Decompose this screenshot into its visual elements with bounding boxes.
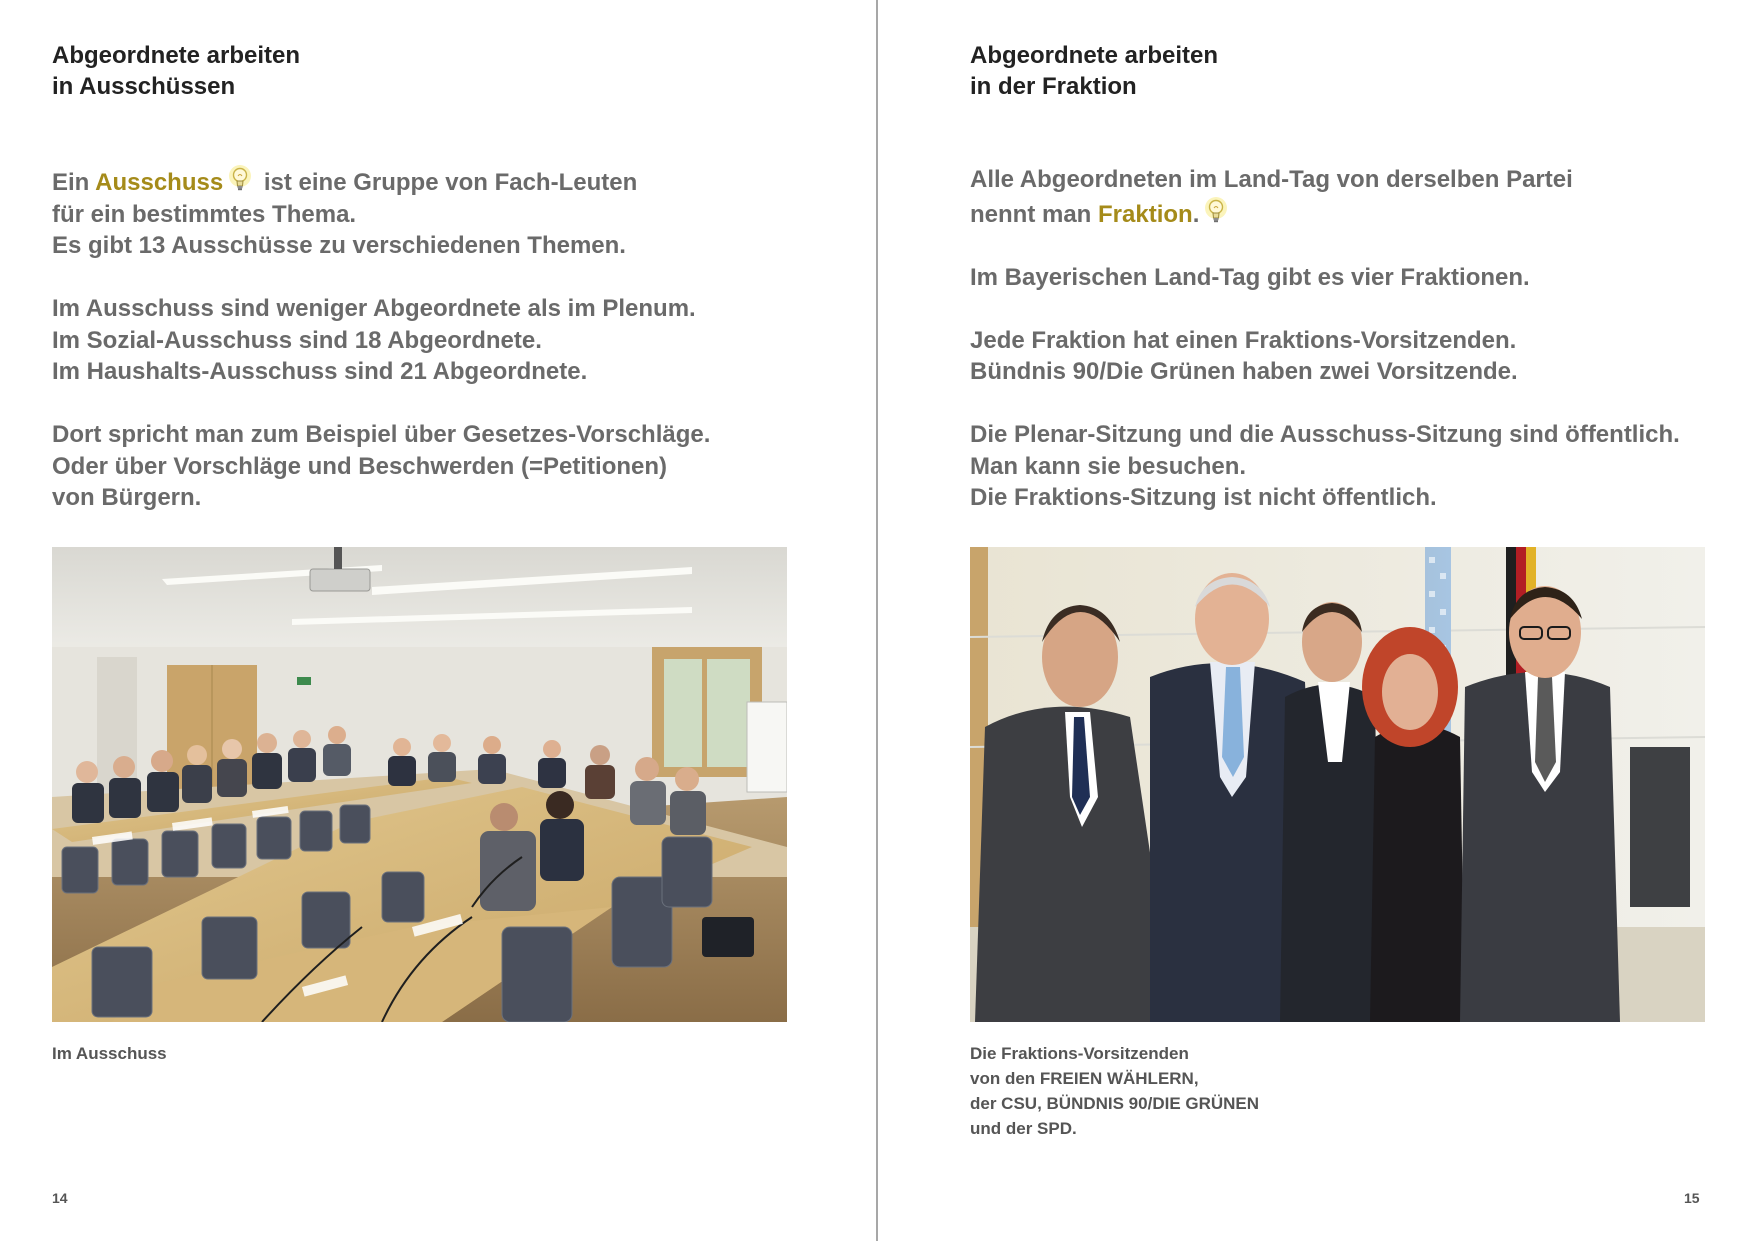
heading-line: in Ausschüssen (52, 73, 236, 100)
left-page-body (52, 164, 710, 545)
right-page-heading (970, 40, 1218, 102)
left-page (0, 0, 876, 1241)
text-line: von Bürgern. (52, 484, 202, 511)
right-page (878, 0, 1755, 1241)
text-fragment: . (1192, 200, 1200, 228)
text-line: Die Plenar-Sitzung und die Ausschuss-Sitzung sind öffentlich. (970, 421, 1680, 448)
text-line: Bündnis 90/Die Grünen haben zwei Vorsitzende. (970, 358, 1518, 385)
paragraph-topics (52, 419, 710, 514)
text-line: Im Sozial-Ausschuss sind 18 Abgeordnete. (52, 326, 542, 354)
caption-line: der CSU, BÜNDNIS 90/DIE GRÜNEN (970, 1094, 1260, 1113)
fraktion-leaders-photo (970, 547, 1705, 1022)
paragraph-vorsitzende (970, 325, 1680, 388)
caption-line: Im Ausschuss (52, 1044, 167, 1063)
committee-meeting-photo (52, 547, 787, 1022)
text-fragment: nennt man (970, 200, 1099, 228)
text-line: Man kann sie besuchen. (970, 452, 1247, 480)
paragraph-ausschuss-definition (52, 164, 710, 262)
text-line: Jede Fraktion hat einen Fraktions-Vorsitzenden. (970, 326, 1517, 354)
right-photo-caption (970, 1041, 1259, 1141)
text-line (52, 164, 710, 199)
text-fragment: Ein (52, 169, 96, 196)
text-line: Im Haushalts-Ausschuss sind 21 Abgeordnete. (52, 358, 588, 385)
text-line: Die Fraktions-Sitzung ist nicht öffentlich. (970, 484, 1437, 511)
text-line: Im Bayerischen Land-Tag gibt es vier Fraktionen. (970, 263, 1530, 291)
heading-line: in der Fraktion (970, 73, 1137, 100)
left-page-heading (52, 40, 300, 102)
right-page-body (970, 164, 1680, 545)
lightbulb-icon (227, 164, 253, 196)
text-line: Alle Abgeordneten im Land-Tag von derselben Partei (970, 166, 1573, 193)
text-line: Im Ausschuss sind weniger Abgeordnete als im Plenum. (52, 295, 696, 322)
caption-line: Die Fraktions-Vorsitzenden (970, 1044, 1189, 1063)
heading-line: Abgeordnete arbeiten (52, 42, 301, 69)
caption-line: und der SPD. (970, 1119, 1077, 1138)
text-fragment: ist eine Gruppe von Fach-Leuten (257, 169, 638, 196)
paragraph-fraktion-definition (970, 164, 1680, 230)
page-number-right: 15 (1684, 1190, 1700, 1206)
text-line: für ein bestimmtes Thema. (52, 200, 357, 228)
page-number-left: 14 (52, 1190, 68, 1206)
term-ausschuss: Ausschuss (95, 169, 224, 196)
caption-line: von den FREIEN WÄHLERN, (970, 1069, 1199, 1088)
lightbulb-icon (1203, 196, 1229, 228)
heading-line: Abgeordnete arbeiten (970, 42, 1219, 69)
paragraph-four-fraktionen (970, 262, 1680, 294)
text-line (970, 196, 1680, 231)
text-line: Es gibt 13 Ausschüsse zu verschiedenen Themen. (52, 232, 626, 259)
paragraph-public-sessions (970, 419, 1680, 514)
text-line: Oder über Vorschläge und Beschwerden (=Petitionen) (52, 452, 668, 480)
paragraph-members (52, 293, 710, 388)
term-fraktion: Fraktion (1098, 200, 1193, 228)
left-photo-caption (52, 1041, 167, 1066)
text-line: Dort spricht man zum Beispiel über Gesetzes-Vorschläge. (52, 421, 711, 448)
